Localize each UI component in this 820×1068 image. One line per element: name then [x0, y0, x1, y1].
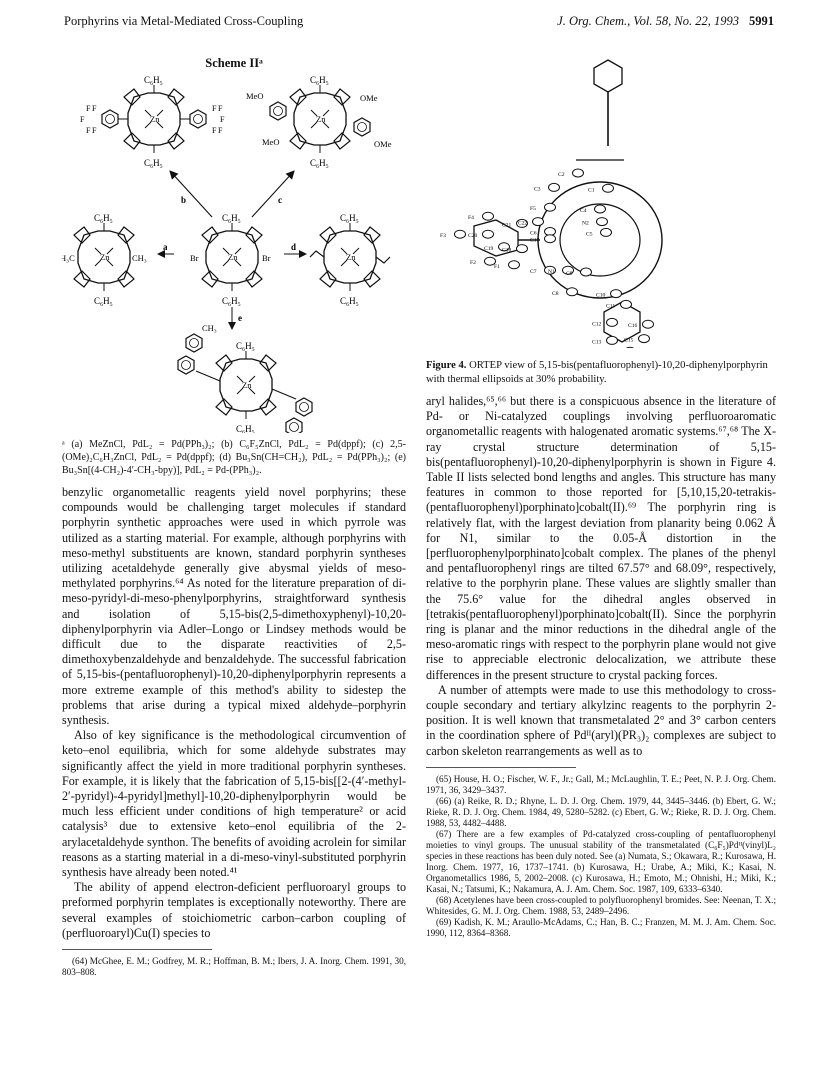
f-label: F — [86, 104, 91, 113]
atom-label: F4 — [468, 215, 474, 222]
footnote-66: (66) (a) Reike, R. D.; Rhyne, L. D. J. Org. Chem. 1979, 44, 3445–3446. (b) Ebert, G. W.; Rieke, R. D. J. Org. Chem. 1984, 49, 5280–5282. (c) Ebert, G. W.; Rieke, R. D. J. Org. Chem. 1988, 53, 4482–4488. — [426, 795, 776, 828]
atom-ellipsoid — [595, 205, 606, 213]
atom-ellipsoid — [545, 235, 556, 243]
left-paragraph-2: Also of key significance is the methodological circumvention of keto–enol equilibria, which for some aldehyde substrates may significantly affect the yield in more traditional porphyrin syntheses. For example, it is likely that the fabrication of 5,15-bis[[2-(4′-methyl-2′-pyridyl)-4-pyridyl]methyl]-10,20-diphenylporphyrin would be much less efficient under conditions of high temperature² or acid catalysis³ due to extensive keto–enol equilibria of the 2-arylacetaldehyde synthon. The benefits of avoiding acrolein for similar reasons as a starting material in a di-meso-vinyl-substituted porphyrin synthesis have already been noted.⁴¹ — [62, 728, 406, 880]
right-paragraph-2: A number of attempts were made to use this methodology to cross-couple secondary and tertiary alkylzinc reagents to the porphyrin 2-position. It is well known that transmetalated 2° and 3° carbon centers in the coordination sphere of Pdᴵᴵ(aryl)(PR₃)₂ complexes are subject to carbon skeleton rearrangements as well as to — [426, 682, 776, 758]
footnote-64: (64) McGhee, E. M.; Godfrey, M. R.; Hoffman, B. M.; Ibers, J. A. Inorg. Chem. 1991, 30, 803–808. — [62, 956, 406, 978]
page-number: 5991 — [749, 14, 774, 28]
atom-ellipsoid — [581, 268, 592, 276]
atom-label: C13 — [592, 339, 602, 346]
footnote-67: (67) There are a few examples of Pd-catalyzed cross-coupling of pentafluorophenyl moieties to vinyl groups. The unusual stability of the transmetalated (C₆F₅)Pdᴵᴵ(vinyl)L₂ species in these reactions has been duly noted. See (a) Numata, S.; Okawara, R.; Kurosawa, H. Inorg. Chem. 1977, 16, 1737–1741. (b) Kurosawa, H.; Urabe, A.; Miki, K.; Kasai, N. Organometallics 1986, 5, 2002–2008. (c) Kurosawa, H.; Emoto, M.; Ohnishi, H.; Miki, K.; Kasai, N.; Tatsumi, K.; Nakamura, A. J. Am. Chem. Soc. 1987, 109, 6333–6340. — [426, 828, 776, 894]
atom-label: C7 — [530, 269, 537, 276]
scheme-footnote: ᵃ (a) MeZnCl, PdL₂ = Pd(PPh₃)₂; (b) C₆F₅ZnCl, PdL₂ = Pd(dppf); (c) 2,5-(OMe)₂C₆H₃ZnCl, PdL₂ = Pd(dppf); (d) Bu₃Sn(CH=CH₂), PdL₂ = Pd(PPh₃)₂; (e) Bu₃Sn[(4-CH₂)-4′-CH₃-bpy)], PdL₂ = Pd-(PPh₃)₂. — [62, 439, 406, 476]
atom-label: C19 — [484, 245, 494, 252]
atom-ellipsoid — [625, 347, 636, 348]
caption-text: ORTEP view of 5,15-bis(pentafluorophenyl)-10,20-diphenylporphyrin with thermal ellipsoids at 30% probability. — [426, 360, 768, 385]
atom-ellipsoid — [607, 318, 618, 326]
atom-ellipsoid — [643, 320, 654, 328]
zn-label: Zn — [316, 114, 326, 124]
c6h5-bottom: C₆H₅ — [340, 296, 359, 306]
atom-label: C16 — [628, 323, 638, 330]
porphyrin-dibromo — [190, 213, 271, 306]
atom-label: C1 — [588, 187, 595, 194]
step-a-label: a — [163, 242, 168, 252]
footnote-68: (68) Acetylenes have been cross-coupled to polyfluorophenyl bromides. See: Neenan, T. X.; Whitesides, G. M. J. Org. Chem. 1988, 53, 2489–2496. — [426, 894, 776, 916]
atom-ellipsoid — [517, 245, 528, 253]
meo-label: MeO — [246, 91, 264, 101]
journal-citation — [557, 14, 774, 29]
ome-label: OMe — [360, 93, 378, 103]
c6h5-top: C₆H₅ — [222, 213, 241, 223]
left-footnotes — [62, 956, 406, 978]
zn-label: Zn — [228, 252, 238, 262]
meo-label: MeO — [262, 137, 280, 147]
left-paragraph-1: benzylic organometallic reagents yield novel porphyrins; these compounds would be challenging target molecules if standard porphyrin synthetic approaches were used in which pyrrole was utilized as a starting material. For example, although porphyrins with meso-methyl substituents are known, standard porphyrin syntheses utilizing acetaldehyde generally give abysmal yields of meso-methylated porphyrins.⁶⁴ As noted for the literature preparation of di-meso-pyridyl-di-meso-phenylporphyrins, straightforward synthesis and isolation of 5,15-bis(2,5-dimethoxyphenyl)-10,20-diphenylporphyrin via Adler–Longo or Lindsey methods would be difficult due to the disparate reactivities of 2,5-dimethoxybenzaldehyde and benzaldehyde. The successful fabrication of 5,15-bis-(pentafluorophenyl)-10,20-diphenylporphyrin represents a more extreme example of this method's ability to sidestep the problems that arise during a typical mixed aldehyde–porphyrin synthesis. — [62, 485, 406, 728]
footnote-69: (69) Kadish, K. M.; Araullo-McAdams, C.; Han, B. C.; Franzen, M. M. J. Am. Chem. Soc. 1990, 112, 8364–8368. — [426, 916, 776, 938]
atom-label: C20 — [468, 233, 478, 240]
atom-label: C8 — [552, 290, 559, 297]
atom-ellipsoid — [573, 169, 584, 177]
porphyrin-pentafluorophenyl — [80, 75, 225, 168]
atom-ellipsoid — [483, 230, 494, 238]
porphyrin-bipyridyl — [178, 323, 312, 433]
c6h5-top: C₆H₅ — [236, 341, 255, 351]
f-label: F — [220, 115, 225, 124]
phenyl-ring-top — [594, 60, 622, 92]
zn-label: Zn — [242, 380, 252, 390]
atom-ellipsoid — [597, 218, 608, 226]
porphyrin-divinyl — [310, 213, 390, 306]
atom-label: F1 — [494, 263, 500, 270]
running-header — [64, 14, 774, 34]
atom-label: C22 — [518, 220, 528, 227]
caption-label: Figure 4. — [426, 360, 467, 371]
c6h5-top: C₆H₅ — [144, 75, 163, 85]
atom-label: C11 — [606, 303, 616, 310]
atom-ellipsoid — [601, 228, 612, 236]
atom-ellipsoid — [621, 300, 632, 308]
f-label: F — [212, 126, 217, 135]
step-c-label: c — [278, 195, 282, 205]
c6h5-bottom: C₆H₅ — [222, 296, 241, 306]
atom-ellipsoid — [455, 230, 466, 238]
step-b-label: b — [181, 195, 187, 205]
ch3-label: CH₃ — [132, 253, 147, 263]
atom-ellipsoid — [603, 184, 614, 192]
left-paragraph-3: The ability of append electron-deficient perfluoroaryl groups to preformed porphyrin templates is exceptionally noteworthy. There are several examples of stoichiometric carbon–carbon coupling of (perfluoroaryl)Cu(I) species to — [62, 880, 406, 940]
c6h5-bottom: C₆H₅ — [236, 424, 255, 433]
f-label: F — [92, 126, 97, 135]
atom-label: C2 — [558, 172, 565, 178]
step-d-label: d — [291, 242, 297, 252]
atom-label: C3 — [534, 186, 541, 193]
atom-ellipsoid — [483, 212, 494, 220]
atom-ellipsoid — [567, 288, 578, 296]
c6h5-bottom: C₆H₅ — [94, 296, 113, 306]
scheme-title: Scheme IIᵃ — [205, 56, 263, 70]
footnote-divider — [426, 767, 576, 768]
atom-label: C21 — [502, 222, 512, 229]
porphyrin-dimethoxyphenyl — [246, 75, 392, 168]
atom-label: C17 — [530, 237, 540, 244]
atom-label: C10 — [596, 292, 606, 299]
running-title: Porphyrins via Metal-Mediated Cross-Coupling — [64, 14, 304, 28]
f-label: F — [218, 104, 223, 113]
h3c-label: H₃C — [62, 253, 75, 263]
atom-ellipsoid — [549, 183, 560, 191]
scheme-diagram — [62, 71, 406, 433]
atom-label: C9 — [566, 271, 573, 277]
macrocycle-outline — [538, 182, 662, 298]
atom-label: N1 — [548, 269, 555, 276]
c6h5-top: C₆H₅ — [310, 75, 329, 85]
footnote-divider — [62, 949, 212, 950]
atom-ellipsoid — [639, 335, 650, 343]
zn-label: Zn — [100, 252, 110, 262]
c6h5-top: C₆H₅ — [94, 213, 113, 223]
porphyrin-dimethyl — [62, 213, 147, 306]
atom-label: C4 — [580, 208, 587, 214]
zn-label: Zn — [346, 252, 356, 262]
figure-caption — [426, 359, 776, 386]
atom-label: N2 — [582, 220, 589, 227]
ome-label: OMe — [374, 139, 392, 149]
f-label: F — [80, 115, 85, 124]
atom-label: F5 — [530, 206, 536, 213]
atom-ellipsoid — [533, 218, 544, 226]
atom-ellipsoid — [607, 336, 618, 344]
atom-label: C12 — [592, 321, 602, 328]
c6h5-bottom: C₆H₅ — [310, 158, 329, 168]
macrocycle-inner — [560, 204, 640, 276]
atom-label: C6 — [530, 230, 537, 237]
pentafluorophenyl-ring — [474, 220, 518, 256]
f-label: F — [92, 104, 97, 113]
right-footnotes — [426, 774, 776, 939]
left-column — [62, 50, 406, 978]
f-label: F — [212, 104, 217, 113]
c6h5-top: C₆H₅ — [340, 213, 359, 223]
atom-ellipsoid — [545, 203, 556, 211]
zn-label: Zn — [150, 114, 160, 124]
atom-ellipsoid — [611, 290, 622, 298]
atom-label: C18 — [502, 247, 512, 254]
br-label: Br — [190, 253, 199, 263]
right-paragraph-1: aryl halides,⁶⁵,⁶⁶ but there is a conspicuous absence in the literature of Pd- or Ni-catalyzed couplings involving perfluoroaromatic organometallic reagents with halogenated aromatic systems.⁶⁷,⁶⁸ The X-ray crystal structure determination of 5,15-bis(pentafluorophenyl)-10,20-diphenylporphyrin is shown in Figure 4. Table II lists selected bond lengths and angles. This structure has many features in common to those reported for [5,10,15,20-tetrakis-(pentafluorophenyl)porphinato]cobalt(II).⁶⁹ The porphyrin ring is relatively flat, with the largest deviation from planarity being 0.062 Å for N1, similar to the 0.05-Å distortion in the [perfluorophenylporphinato]cobalt complex. The planes of the phenyl and pentafluorophenyl rings are tilted 67.57° and 68.09°, respectively, relative to the porphyrin plane. These values are slightly smaller than the 75.6° value for the dihedral angles observed in [tetrakis(pentafluorophenyl)porphinato]cobalt(II). Since the porphyrin ring is planar and the minor reductions in the dihedral angle of the meso-aromatic rings with respect to the porphyrin plane would not give rise to appreciable electronic delocalization, we attribute these differences in the present structure to crystal packing forces. — [426, 394, 776, 682]
atom-ellipsoid — [509, 261, 520, 269]
ch3-label: CH₃ — [202, 323, 217, 333]
right-column — [426, 50, 776, 939]
br-label: Br — [262, 253, 271, 263]
c6h5-bottom: C₆H₅ — [144, 158, 163, 168]
step-e-label: e — [238, 313, 242, 323]
atom-label: F2 — [470, 260, 476, 267]
f-label: F — [86, 126, 91, 135]
atom-label: F3 — [440, 233, 446, 240]
f-label: F — [218, 126, 223, 135]
atom-label: C15 — [624, 337, 634, 344]
journal-name: J. Org. Chem., Vol. 58, No. 22, 1993 — [557, 14, 739, 28]
ortep-figure — [426, 50, 776, 348]
footnote-65: (65) House, H. O.; Fischer, W. F., Jr.; Gall, M.; McLaughlin, T. E.; Peet, N. P. J. Org. Chem. 1971, 36, 3429–3437. — [426, 773, 776, 795]
atom-label: C5 — [586, 231, 593, 238]
